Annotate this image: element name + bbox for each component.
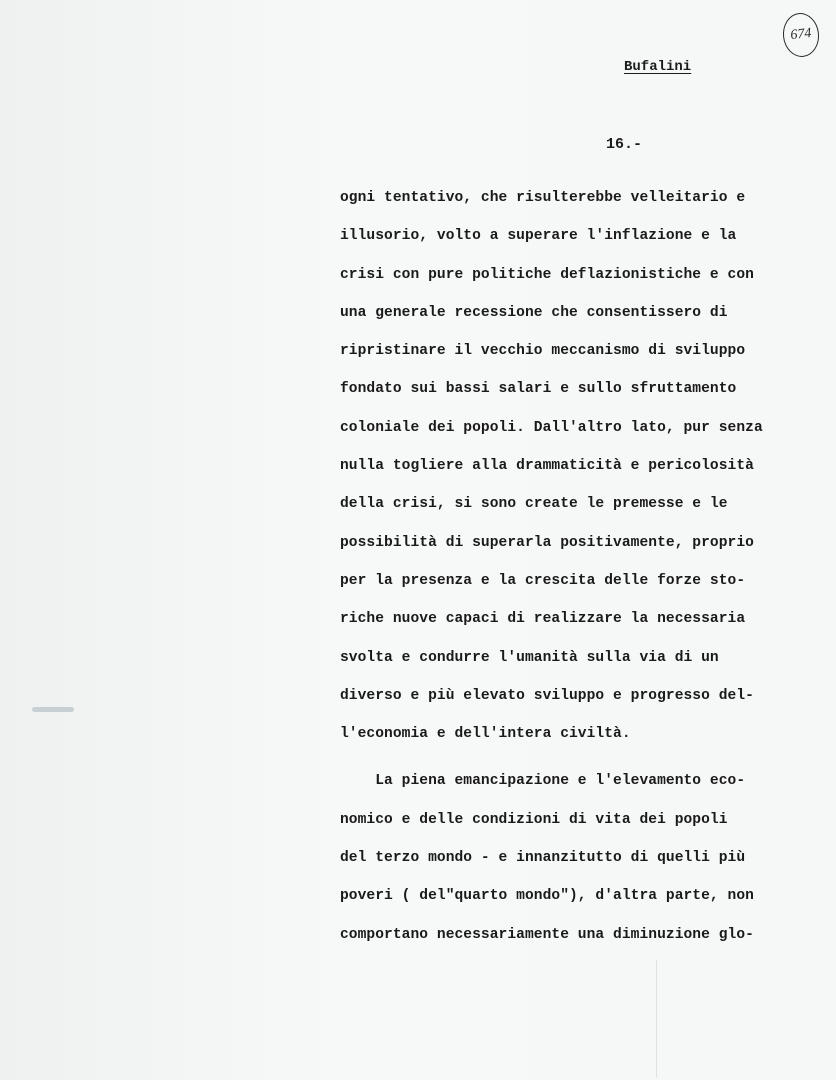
text-line: crisi con pure politiche deflazionistiche e con (340, 266, 754, 283)
text-line: poveri ( del"quarto mondo"), d'altra parte, non (340, 888, 754, 905)
typewritten-body (340, 183, 820, 958)
text-line: della crisi, si sono create le premesse e le (340, 496, 728, 513)
text-line: svolta e condurre l'umanità sulla via di un (340, 649, 719, 666)
ink-smudge (32, 707, 74, 712)
text-line: fondato sui bassi salari e sullo sfruttamento (340, 381, 737, 398)
text-line: una generale recessione che consentissero di (340, 304, 728, 321)
author-header: Bufalini (624, 59, 692, 75)
text-line: ogni tentativo, che risulterebbe velleitario e (340, 190, 746, 206)
text-line: coloniale dei popoli. Dall'altro lato, pur senza (340, 419, 763, 436)
text-line: per la presenza e la crescita delle forze sto- (340, 572, 746, 589)
paragraph-start-line: La piena emancipazione e l'elevamento eco- (340, 773, 746, 790)
paper-crease (656, 960, 657, 1078)
text-line: possibilità di superarla positivamente, proprio (340, 534, 754, 551)
text-line: nomico e delle condizioni di vita dei popoli (340, 811, 728, 828)
text-line: illusorio, volto a superare l'inflazione e la (340, 228, 737, 245)
text-line: del terzo mondo - e innanzitutto di quelli più (340, 850, 746, 867)
sheet-number: 16.- (606, 136, 643, 153)
text-line: nulla togliere alla drammaticità e pericolosità (340, 458, 754, 475)
text-line: l'economia e dell'intera civiltà. (340, 726, 631, 743)
circled-page-number: 674 (781, 11, 821, 59)
text-line: diverso e più elevato sviluppo e progresso del- (340, 687, 754, 704)
text-line: riche nuove capaci di realizzare la necessaria (340, 611, 746, 628)
text-line: ripristinare il vecchio meccanismo di sviluppo (340, 343, 746, 360)
text-line: comportano necessariamente una diminuzione glo- (340, 926, 754, 943)
